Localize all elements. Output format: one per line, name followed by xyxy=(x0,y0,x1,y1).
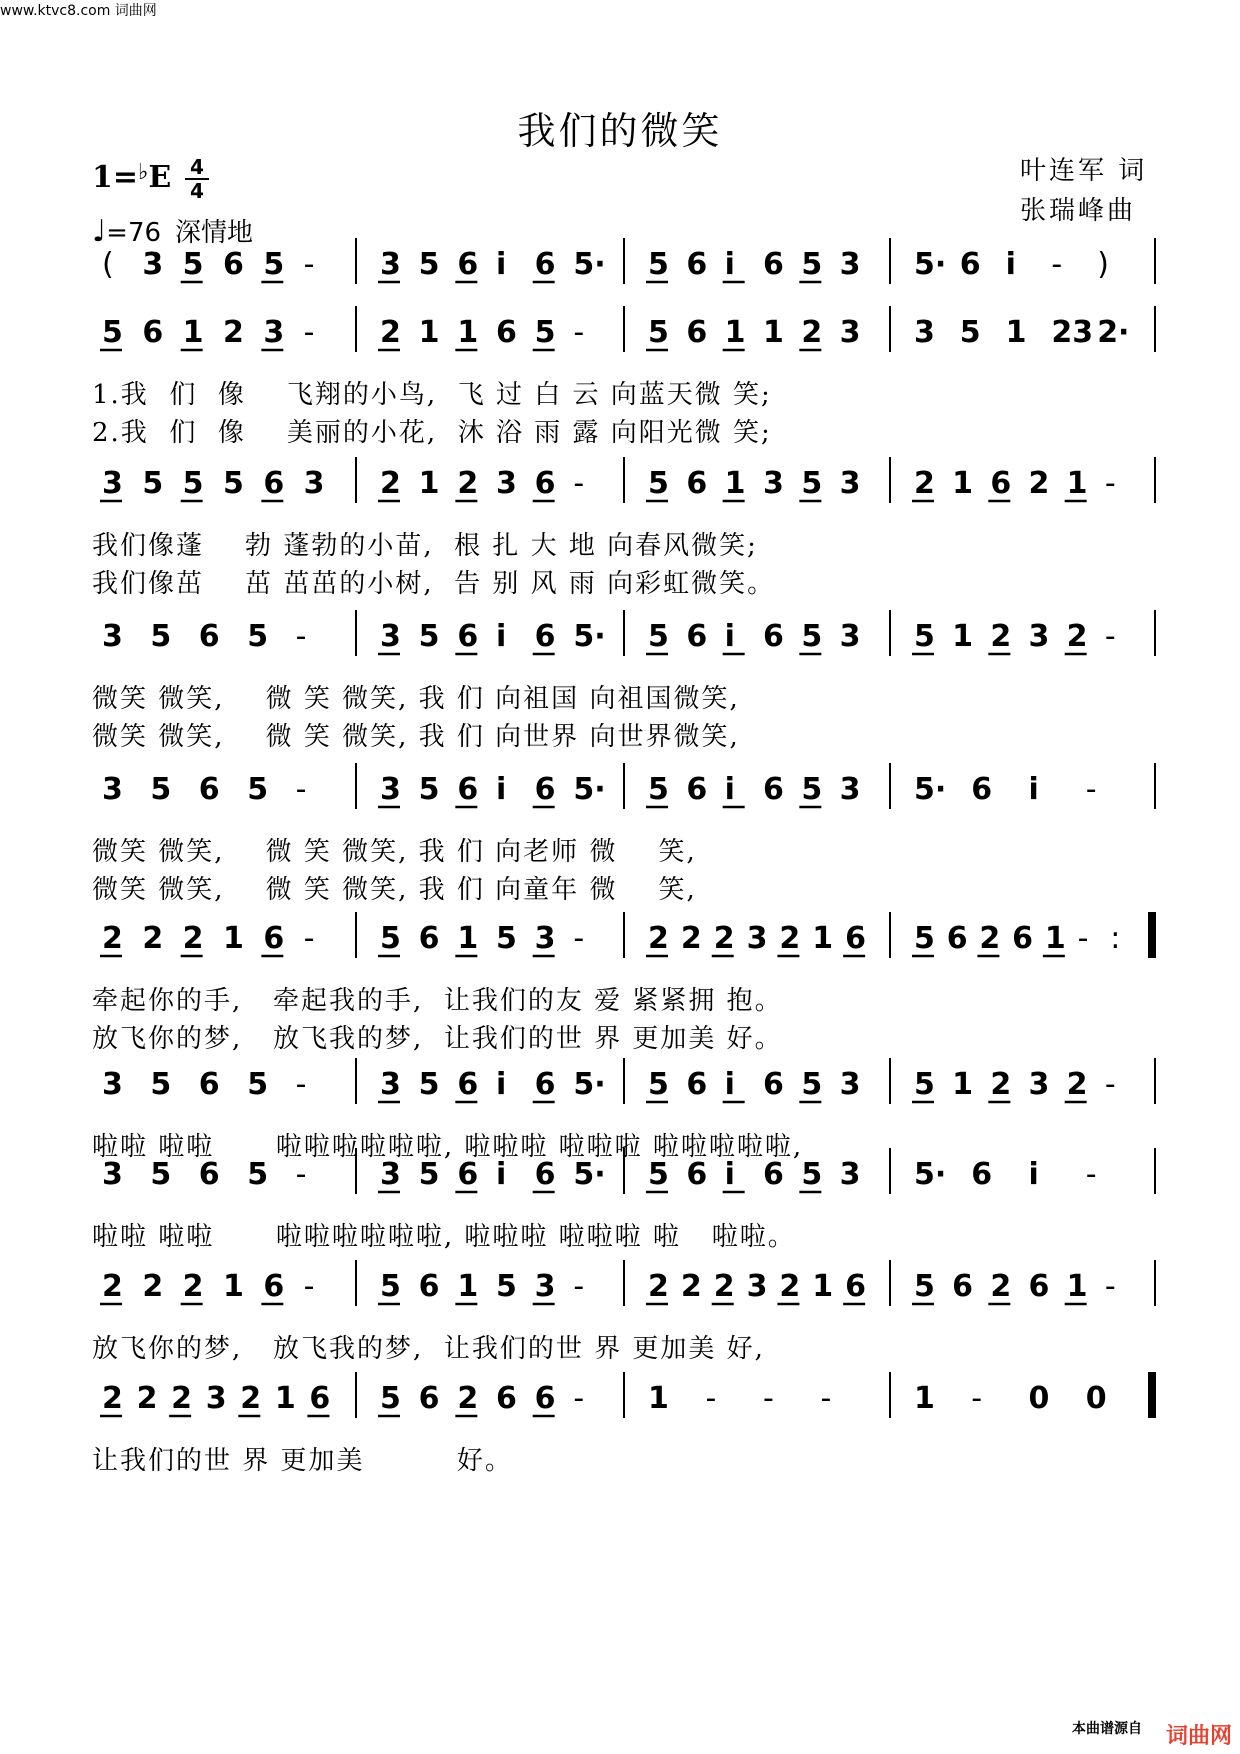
note-token: 1 xyxy=(724,315,746,350)
note-token: 3 xyxy=(839,247,861,282)
note-token: 6 xyxy=(990,466,1012,501)
note-token: 5· xyxy=(914,772,947,807)
note-token: - xyxy=(303,247,315,282)
note-token: 5 xyxy=(418,1157,440,1192)
note-token: 2 xyxy=(1028,466,1050,501)
note-token: 2 xyxy=(648,921,669,956)
note-token: - xyxy=(705,1381,717,1416)
lyricist-credit: 叶连军 词 xyxy=(1020,156,1148,186)
note-token: 6 xyxy=(534,1157,556,1192)
note-token: 2 xyxy=(102,921,123,956)
note-token: 5 xyxy=(380,921,401,956)
note-token: 2 xyxy=(914,466,935,501)
note-token: 3 xyxy=(839,619,861,654)
note-token: : xyxy=(1110,921,1121,956)
note-token: 1 xyxy=(457,1269,479,1304)
note-token: i xyxy=(1005,247,1016,282)
note-token: 5 xyxy=(418,1067,440,1102)
flat-sign: ♭ xyxy=(138,160,149,185)
note-token: 3 xyxy=(914,315,935,350)
note-token: 2 xyxy=(1066,619,1088,654)
note-token: i xyxy=(724,1067,735,1102)
key-note: E xyxy=(148,160,172,195)
note-token: 2 xyxy=(680,921,702,956)
note-token: 1 xyxy=(182,315,204,350)
note-token: - xyxy=(1085,1157,1097,1192)
note-token: 5 xyxy=(150,772,172,807)
note-token: 1 xyxy=(418,315,440,350)
note-token: 3 xyxy=(303,466,325,501)
expression-mark: 深情地 xyxy=(175,218,254,248)
note-token: 6 xyxy=(457,1157,479,1192)
note-token: 1 xyxy=(952,466,974,501)
note-token: 3 xyxy=(763,466,784,501)
note-token: 6 xyxy=(534,1067,556,1102)
note-token: 5 xyxy=(648,772,669,807)
note-token: 6 xyxy=(763,1157,784,1192)
note-token: 1 xyxy=(418,466,440,501)
note-token: - xyxy=(1077,921,1089,956)
note-token: - xyxy=(573,921,585,956)
lyric-line: 我们像茁 茁 茁茁的小树, 告 别 风 雨 向彩虹微笑。 xyxy=(92,569,776,599)
note-token: 5 xyxy=(496,921,517,956)
note-token: 2 xyxy=(142,1269,164,1304)
note-token: 5 xyxy=(418,619,440,654)
note-token: 6 xyxy=(686,466,708,501)
note-token: 5 xyxy=(648,466,669,501)
note-token: - xyxy=(1051,247,1063,282)
note-token: 5 xyxy=(648,315,669,350)
note-token: 6 xyxy=(686,619,708,654)
note-token: 2· xyxy=(1097,315,1130,350)
meter-bottom: 4 xyxy=(185,178,209,202)
note-token: 5 xyxy=(182,247,204,282)
note-token: 5· xyxy=(573,619,606,654)
note-token: 2 xyxy=(223,315,244,350)
note-token: 3 xyxy=(839,1157,861,1192)
note-token: i xyxy=(496,772,507,807)
note-token: 5 xyxy=(648,1157,669,1192)
note-token: 6 xyxy=(845,921,867,956)
note-token: 5 xyxy=(150,1157,172,1192)
note-token: 2 xyxy=(457,1381,479,1416)
note-token: 6 xyxy=(686,1067,708,1102)
note-token: 1 xyxy=(952,1067,974,1102)
note-token: 2 xyxy=(979,921,1001,956)
note-token: 1 xyxy=(1066,1269,1088,1304)
note-token: 6 xyxy=(959,247,981,282)
note-token: 6 xyxy=(198,1157,220,1192)
note-token: 2 xyxy=(713,1269,735,1304)
lyric-line: 微笑 微笑, 微 笑 微笑, 我 们 向童年 微 笑, xyxy=(92,875,697,905)
note-token: 2 xyxy=(182,921,204,956)
note-token: i xyxy=(724,1157,735,1192)
note-token: 5 xyxy=(914,1269,935,1304)
note-token: - xyxy=(303,1269,315,1304)
lyric-line: 放飞你的梦, 放飞我的梦, 让我们的世 界 更加美 好, xyxy=(92,1334,765,1364)
note-token: - xyxy=(763,1381,774,1416)
note-token: 1 xyxy=(223,921,244,956)
note-token: - xyxy=(820,1381,832,1416)
note-token: 5· xyxy=(573,1067,606,1102)
note-token: 5 xyxy=(102,315,123,350)
note-token: 5 xyxy=(380,1269,401,1304)
note-token: 6 xyxy=(686,1157,708,1192)
note-token: - xyxy=(1085,772,1097,807)
note-token: 1 xyxy=(1005,315,1027,350)
note-token: 2 xyxy=(136,1381,158,1416)
note-token: 6 xyxy=(198,772,220,807)
note-token: 3 xyxy=(102,619,123,654)
note-token: 3 xyxy=(839,315,861,350)
note-token: 5 xyxy=(534,315,556,350)
note-token: 3 xyxy=(839,772,861,807)
note-token: 2 xyxy=(171,1381,193,1416)
lyric-line: 微笑 微笑, 微 笑 微笑, 我 们 向世界 向世界微笑, xyxy=(92,722,740,752)
lyric-line: 1.我 们 像 飞翔的小鸟, 飞 过 白 云 向蓝天微 笑; xyxy=(92,380,772,410)
note-token: 3 xyxy=(263,315,285,350)
note-token: 1 xyxy=(1044,921,1066,956)
note-token: 6 xyxy=(534,466,556,501)
tempo-value: =76 xyxy=(106,218,162,248)
note-token: - xyxy=(573,466,585,501)
note-token: 6 xyxy=(534,1381,556,1416)
note-token: 2 xyxy=(648,1269,669,1304)
note-token: 5· xyxy=(914,247,947,282)
song-title: 我们的微笑 xyxy=(517,109,723,153)
note-token: 5 xyxy=(801,619,823,654)
note-token: 6 xyxy=(309,1381,331,1416)
meter-top: 4 xyxy=(190,155,204,179)
note-token: 2 xyxy=(1066,1067,1088,1102)
note-token: 5 xyxy=(914,619,935,654)
note-token: i xyxy=(724,247,735,282)
note-token: 5· xyxy=(573,772,606,807)
note-token: 6 xyxy=(142,315,164,350)
note-token: ( xyxy=(102,247,114,282)
note-token: 5 xyxy=(150,1067,172,1102)
note-token: 5 xyxy=(801,466,823,501)
note-token: 2 xyxy=(182,1269,204,1304)
note-token: 2 xyxy=(380,315,401,350)
note-token: i xyxy=(724,772,735,807)
note-token: 3 xyxy=(534,1269,556,1304)
note-token: - xyxy=(1104,1269,1116,1304)
note-token: 5 xyxy=(496,1269,517,1304)
note-token: i xyxy=(496,1157,507,1192)
note-token: 1 xyxy=(952,619,974,654)
note-token: 6 xyxy=(496,315,517,350)
note-token: 3 xyxy=(1028,1067,1050,1102)
note-token: 1 xyxy=(914,1381,935,1416)
note-token: 6 xyxy=(686,772,708,807)
note-token: 3 xyxy=(380,619,401,654)
note-token: i xyxy=(496,247,507,282)
note-token: 5· xyxy=(573,1157,606,1192)
note-token: 6 xyxy=(845,1269,867,1304)
note-token: 2 xyxy=(990,1269,1012,1304)
note-token: 6 xyxy=(686,247,708,282)
note-token: 3 xyxy=(1028,619,1050,654)
note-token: - xyxy=(971,1381,983,1416)
note-token: 3 xyxy=(380,1067,401,1102)
note-token: 5 xyxy=(150,619,172,654)
final-barline xyxy=(1148,1372,1155,1418)
lyric-line: 2.我 们 像 美丽的小花, 沐 浴 雨 露 向阳光微 笑; xyxy=(92,418,772,448)
note-token: 6 xyxy=(263,466,285,501)
note-token: 5 xyxy=(380,1381,401,1416)
note-token: - xyxy=(573,1269,585,1304)
note-token: 5 xyxy=(959,315,981,350)
note-token: 3 xyxy=(746,1269,768,1304)
note-token: 5 xyxy=(914,1067,935,1102)
note-token: 1 xyxy=(223,1269,244,1304)
note-token: 1 xyxy=(457,315,479,350)
note-token: 6 xyxy=(223,247,244,282)
lyric-line: 啦啦 啦啦 啦啦啦啦啦啦, 啦啦啦 啦啦啦 啦啦啦啦啦, xyxy=(92,1132,804,1162)
note-token: 2 xyxy=(801,315,823,350)
note-token: 5· xyxy=(573,247,606,282)
note-token: 2 xyxy=(102,1269,123,1304)
note-token: 6 xyxy=(534,247,556,282)
note-token: 6 xyxy=(457,1067,479,1102)
lyric-line: 微笑 微笑, 微 笑 微笑, 我 们 向祖国 向祖国微笑, xyxy=(92,684,740,714)
lyric-line: 啦啦 啦啦 啦啦啦啦啦啦, 啦啦啦 啦啦啦 啦 啦啦。 xyxy=(92,1222,796,1252)
note-token: 2 xyxy=(713,921,735,956)
note-token: 5· xyxy=(914,1157,947,1192)
note-token: 1 xyxy=(457,921,479,956)
note-token: 5 xyxy=(648,247,669,282)
note-token: 6 xyxy=(763,619,784,654)
note-token: 6 xyxy=(763,772,784,807)
note-token: 0 xyxy=(1085,1381,1107,1416)
lyric-line: 我们像蓬 勃 蓬勃的小苗, 根 扎 大 地 向春风微笑; xyxy=(92,531,758,561)
note-token: 5 xyxy=(648,1067,669,1102)
note-token: 1 xyxy=(812,921,834,956)
note-token: 5 xyxy=(247,772,269,807)
note-token: 1 xyxy=(274,1381,296,1416)
note-token: 2 xyxy=(990,619,1012,654)
note-token: 23 xyxy=(1051,315,1094,350)
note-token: 5 xyxy=(914,921,935,956)
watermark-url: www.ktvc8.com 词曲网 xyxy=(0,3,157,19)
note-token: 6 xyxy=(952,1269,974,1304)
note-token: 1 xyxy=(763,315,784,350)
note-token: 2 xyxy=(779,1269,801,1304)
note-token: 6 xyxy=(418,1269,440,1304)
note-token: 3 xyxy=(380,247,401,282)
note-token: 6 xyxy=(198,619,220,654)
lyric-line: 牵起你的手, 牵起我的手, 让我们的友 爱 紧紧拥 抱。 xyxy=(92,986,783,1016)
note-token: 6 xyxy=(763,247,784,282)
note-token: - xyxy=(303,315,315,350)
note-token: - xyxy=(1104,619,1116,654)
note-token: 6 xyxy=(457,619,479,654)
note-token: 6 xyxy=(496,1381,517,1416)
note-token: - xyxy=(295,1157,307,1192)
note-token: 3 xyxy=(746,921,768,956)
note-token: 2 xyxy=(779,921,801,956)
note-token: 2 xyxy=(457,466,479,501)
lyric-line: 让我们的世 界 更加美 好。 xyxy=(92,1446,513,1476)
note-token: 6 xyxy=(946,921,968,956)
note-token: 2 xyxy=(680,1269,702,1304)
note-token: 2 xyxy=(142,921,164,956)
quarter-note-icon: ♩ xyxy=(92,214,107,249)
note-token: 5 xyxy=(182,466,204,501)
note-token: 3 xyxy=(102,466,123,501)
note-token: 1 xyxy=(812,1269,834,1304)
note-token: i xyxy=(496,619,507,654)
note-token: 3 xyxy=(380,1157,401,1192)
note-token: 5 xyxy=(418,772,440,807)
note-token: 6 xyxy=(418,1381,440,1416)
note-token: 6 xyxy=(263,921,285,956)
note-token: ) xyxy=(1097,247,1109,282)
note-token: 2 xyxy=(102,1381,123,1416)
footer-source: 本曲谱源自 xyxy=(1072,1721,1142,1737)
note-token: 6 xyxy=(457,247,479,282)
lyric-line: 微笑 微笑, 微 笑 微笑, 我 们 向老师 微 笑, xyxy=(92,837,697,867)
note-token: 6 xyxy=(763,1067,784,1102)
note-token: 6 xyxy=(1028,1269,1050,1304)
note-token: 6 xyxy=(1012,921,1034,956)
note-token: - xyxy=(295,772,307,807)
note-token: 0 xyxy=(1028,1381,1050,1416)
note-token: 5 xyxy=(801,772,823,807)
note-token: - xyxy=(295,1067,307,1102)
note-token: 5 xyxy=(247,1157,269,1192)
note-token: 5 xyxy=(263,247,285,282)
final-barline xyxy=(1148,912,1155,958)
footer-logo: 词曲网 xyxy=(1165,1724,1232,1749)
note-token: 1 xyxy=(648,1381,669,1416)
note-token: i xyxy=(1028,1157,1039,1192)
note-token: 1 xyxy=(1066,466,1088,501)
note-token: - xyxy=(295,619,307,654)
note-token: 5 xyxy=(247,1067,269,1102)
note-token: 3 xyxy=(380,772,401,807)
note-token: 5 xyxy=(418,247,440,282)
note-token: 5 xyxy=(801,1157,823,1192)
note-token: 3 xyxy=(534,921,556,956)
note-token: 6 xyxy=(263,1269,285,1304)
key-prefix: 1= xyxy=(92,160,139,195)
note-token: 6 xyxy=(418,921,440,956)
note-token: 3 xyxy=(102,772,123,807)
note-token: 3 xyxy=(839,466,861,501)
note-token: 5 xyxy=(801,1067,823,1102)
composer-credit: 张瑞峰曲 xyxy=(1020,196,1137,226)
note-token: i xyxy=(724,619,735,654)
note-token: 6 xyxy=(534,772,556,807)
note-token: - xyxy=(1104,1067,1116,1102)
note-token: 5 xyxy=(223,466,244,501)
note-token: i xyxy=(496,1067,507,1102)
note-token: 6 xyxy=(686,315,708,350)
note-token: 6 xyxy=(971,1157,993,1192)
note-token: 3 xyxy=(102,1067,123,1102)
note-token: 6 xyxy=(457,772,479,807)
note-token: 5 xyxy=(142,466,164,501)
note-token: 2 xyxy=(240,1381,262,1416)
note-token: 3 xyxy=(142,247,164,282)
note-token: 6 xyxy=(534,619,556,654)
note-token: 3 xyxy=(102,1157,123,1192)
note-token: 1 xyxy=(724,466,746,501)
note-token: i xyxy=(1028,772,1039,807)
note-token: 6 xyxy=(971,772,993,807)
note-token: - xyxy=(573,1381,585,1416)
note-token: 5 xyxy=(247,619,269,654)
note-token: 3 xyxy=(839,1067,861,1102)
note-token: - xyxy=(303,921,315,956)
note-token: 3 xyxy=(205,1381,227,1416)
note-token: - xyxy=(1104,466,1116,501)
lyric-line: 放飞你的梦, 放飞我的梦, 让我们的世 界 更加美 好。 xyxy=(92,1024,783,1054)
note-token: 5 xyxy=(648,619,669,654)
note-token: 2 xyxy=(380,466,401,501)
note-token: - xyxy=(573,315,585,350)
note-token: 5 xyxy=(801,247,823,282)
note-token: 3 xyxy=(496,466,517,501)
note-token: 2 xyxy=(990,1067,1012,1102)
note-token: 6 xyxy=(198,1067,220,1102)
